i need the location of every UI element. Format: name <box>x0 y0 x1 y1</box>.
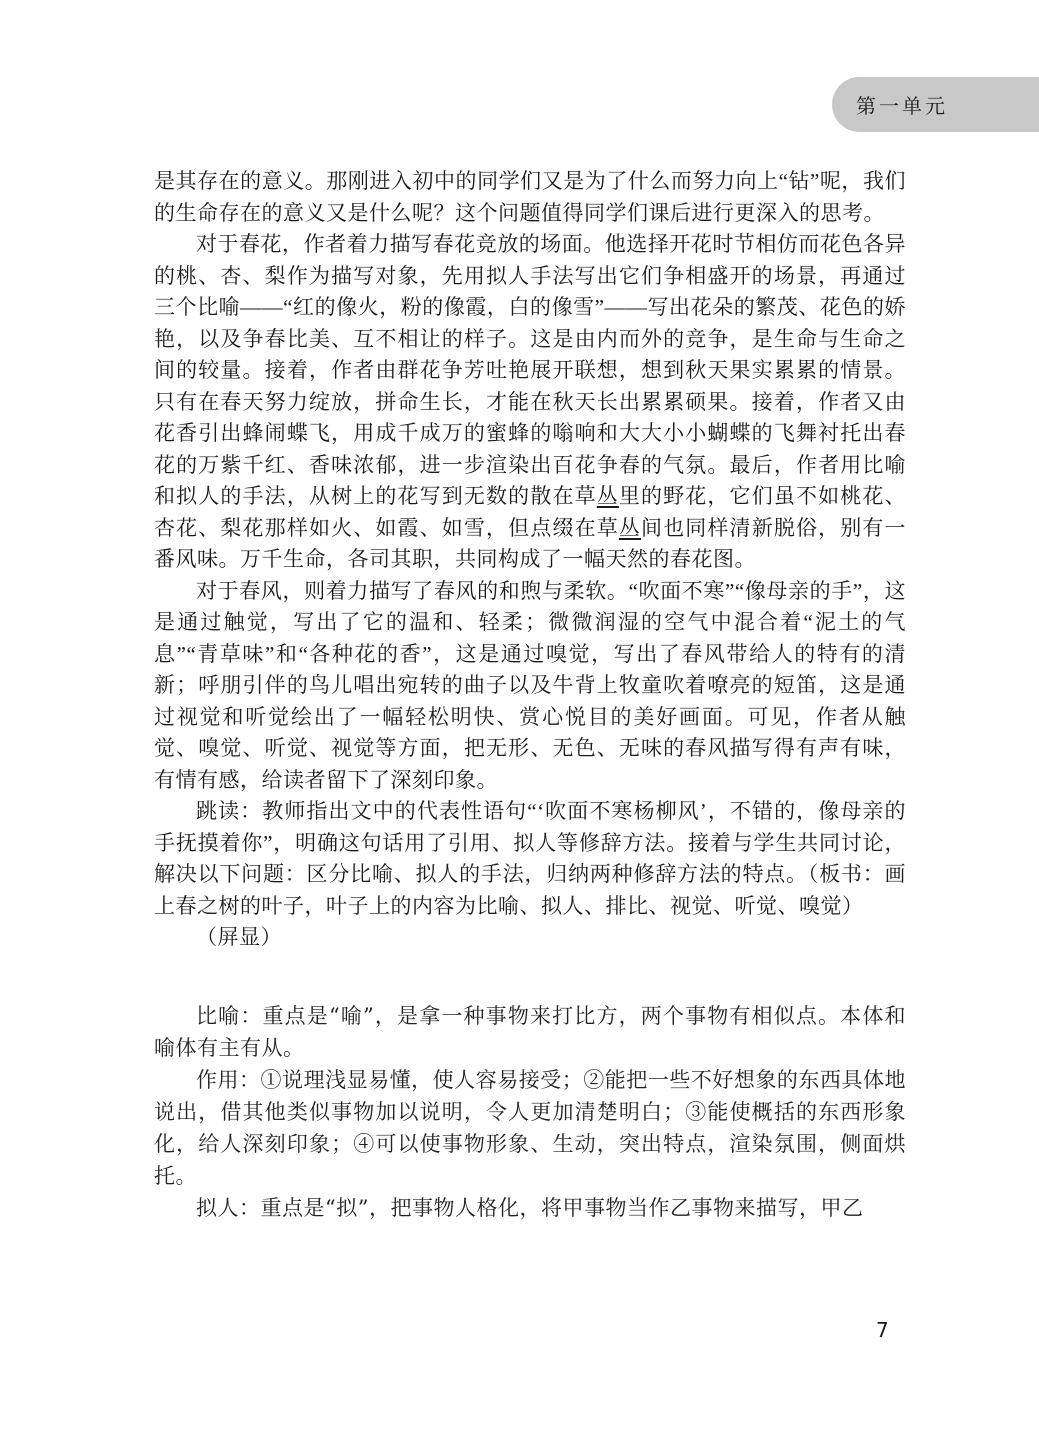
paragraph <box>154 1192 906 1224</box>
paragraph <box>154 1064 906 1192</box>
paragraph <box>154 796 906 922</box>
underlined-char: 丛 <box>596 484 619 508</box>
page-number: 7 <box>876 1318 889 1342</box>
text-segment: 间也同样清新脱俗，别有一番风味。万千生命，各司其职，共同构成了一幅天然的春花图。 <box>154 515 907 571</box>
paragraph <box>154 1000 906 1064</box>
underlined-char: 丛 <box>618 515 642 540</box>
text-segment: 里的野花，它们虽不如桃花、杏花、梨花那样如火、如霞、如雪，但点缀在草 <box>154 484 907 540</box>
text-segment: 是其存在的意义。那刚进入初中的同学们又是为了什么而努力向上“钻”呢，我们的生命存在的意义又是什么呢？这个问题值得同学们课后进行更深入的思考。 <box>154 169 906 225</box>
paragraph <box>154 576 906 797</box>
text-segment: 比喻：重点是“喻”，是拿一种事物来打比方，两个事物有相似点。本体和喻体有主有从。 <box>154 1003 906 1060</box>
paragraph <box>154 229 906 576</box>
text-segment: 跳读：教师指出文中的代表性语句“‘吹面不寒杨柳风’，不错的，像母亲的手抚摸着你”，明确这句话用了引用、拟人等修辞方法。接着与学生共同讨论，解决以下问题：区分比喻、拟人的手法，归纳两种修辞方法的特点。（板书：画上春之树的叶子，叶子上的内容为比喻、拟人、排比、视觉、听觉、嗅觉） <box>154 799 906 918</box>
paragraph <box>154 166 906 229</box>
text-segment: 对于春花，作者着力描写春花竞放的场面。他选择开花时节相仿而花色各异的桃、杏、梨作为描写对象，先用拟人手法写出它们争相盛开的场景，再通过三个比喻——“红的像火，粉的像霞，白的像雪”——写出花朵的繁茂、花色的娇艳，以及争春比美、互不相让的样子。这是由内而外的竞争，是生命与生命之间的较量。接着，作者由群花争芳吐艳展开联想，想到秋天果实累累的情景。只有在春天努力绽放，拼命生长，才能在秋天长出累累硕果。接着，作者又由花香引出蜂闹蝶飞，用成千成万的蜜蜂的嗡响和大大小小蝴蝶的飞舞衬托出春花的万紫千红、香味浓郁，进一步渲染出百花争春的气氛。最后，作者用比喻和拟人的手法，从树上的花写到无数的散在草 <box>154 232 906 508</box>
text-segment: （屏显） <box>196 925 282 949</box>
text-segment: 对于春风，则着力描写了春风的和煦与柔软。“吹面不寒”“像母亲的手”，这是通过触觉，写出了它的温和、轻柔；微微润湿的空气中混合着“泥土的气息”“青草味”和“各种花的香”，这是通过嗅觉，写出了春风带给人的特有的清新；呼朋引伴的鸟儿唱出宛转的曲子以及牛背上牧童吹着嘹亮的短笛，这是通过视觉和听觉绘出了一幅轻松明快、赏心悦目的美好画面。可见，作者从触觉、嗅觉、听觉、视觉等方面，把无形、无色、无味的春风描写得有声有味，有情有感，给读者留下了深刻印象。 <box>154 578 906 792</box>
paragraph <box>154 922 906 954</box>
document-body <box>154 166 906 1224</box>
text-segment: 作用：①说理浅显易懂，使人容易接受；②能把一些不好想象的东西具体地说出，借其他类似事物加以说明，令人更加清楚明白；③能使概括的东西形象化，给人深刻印象；④可以使事物形象、生动，突出特点，渲染氛围，侧面烘托。 <box>154 1067 906 1188</box>
text-segment: 拟人：重点是“拟”，把事物人格化，将甲事物当作乙事物来描写，甲乙 <box>196 1195 864 1220</box>
unit-tab <box>832 77 1039 132</box>
unit-tab-label: 第一单元 <box>856 96 948 118</box>
